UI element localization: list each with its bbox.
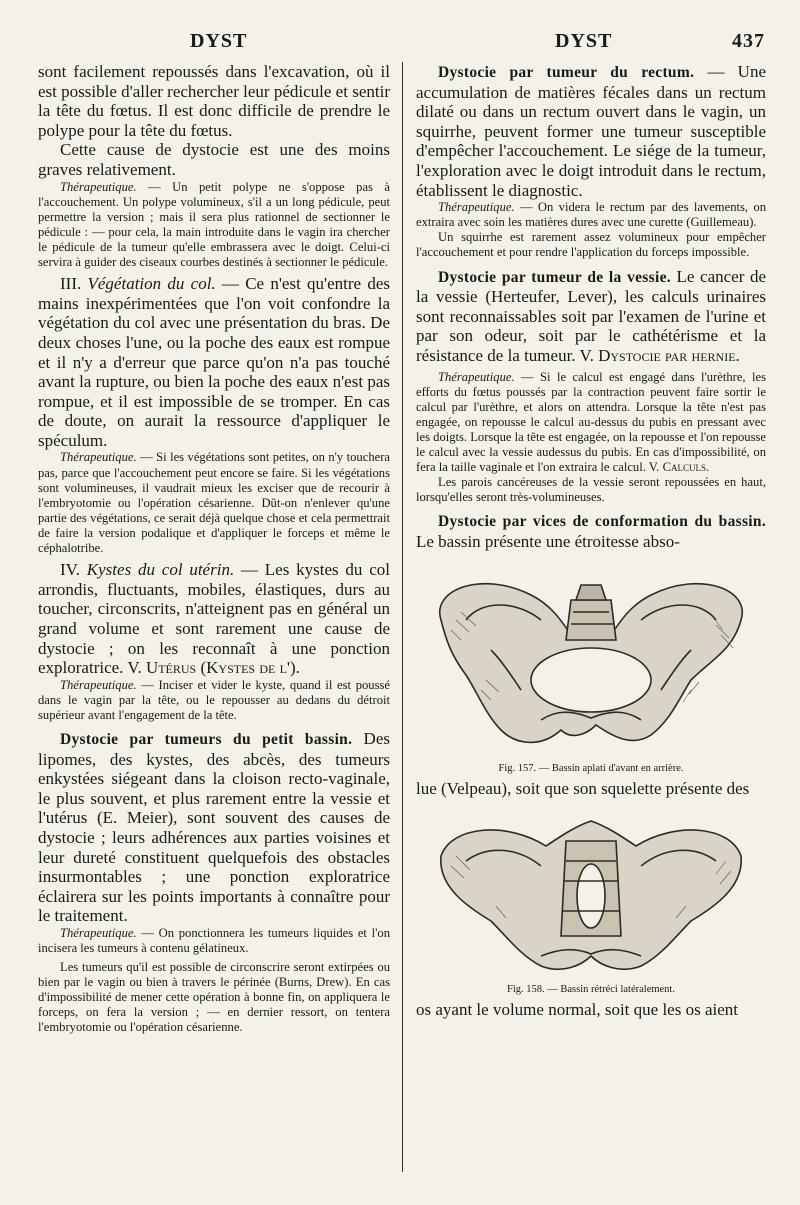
section-number: IV. bbox=[60, 560, 80, 580]
section-kystes bbox=[38, 560, 390, 678]
figure-158-caption: Fig. 158. — Bassin rétréci latéralement. bbox=[507, 984, 675, 996]
therapeutique-text: — On ponctionnera les tumeurs liquides et l'on incisera les tumeurs à contenu gélatineux. bbox=[38, 925, 390, 955]
therapeutique-tumeurs bbox=[38, 926, 390, 956]
therapeutique-text: — Si le calcul est engagé dans l'urèthre, les efforts du fœtus poussés par la contraction peuvent faire sortir le calcul par l'urèthre, et alors on attendra. Lorsque la tête n'est pas engagée, on repousse le calcul au-dessus du pubis en pressant avec les doigts. Lorsque la tête est engagée, on la repousse et l'on repousse le calcul avec la vessie audessus du pubis. En cas d'impossibilité, on fera la taille vaginale et l'on extraira le calcul. V. bbox=[416, 369, 766, 475]
column-divider bbox=[402, 62, 403, 1172]
therapeutique-label: Thérapeutique. bbox=[438, 369, 515, 384]
therapeutique-label: Thérapeutique. bbox=[438, 200, 515, 215]
cross-reference: Dystocie par hernie. bbox=[598, 345, 740, 365]
therapeutique-text: — Inciser et vider le kyste, quand il est poussé dans le vagin par la tête, ou le repousser au dedans du détroit supérieur avant l'engagement de la tête. bbox=[38, 677, 390, 722]
paragraph-parois: Les parois cancéreuses de la vessie seront repoussées en haut, lorsqu'elles seront très-volumineuses. bbox=[416, 475, 766, 505]
paragraph-gravity: Cette cause de dystocie est une des moins graves relativement. bbox=[38, 140, 390, 179]
left-column bbox=[38, 62, 390, 1036]
section-vegetation bbox=[38, 274, 390, 450]
paragraph-squirrhe: Un squirrhe est rarement assez volumineux pour empêcher l'accouchement et pour rendre l'application du forceps impossible. bbox=[416, 230, 766, 260]
article-vices-bassin bbox=[416, 511, 766, 551]
right-column bbox=[416, 62, 766, 1020]
article-tumeur-rectum bbox=[416, 62, 766, 200]
pelvis-flattened-illustration bbox=[421, 560, 761, 760]
therapeutique-label: Thérapeutique. bbox=[60, 450, 137, 465]
paragraph-extirpation: Les tumeurs qu'il est possible de circonscrire seront extirpées ou bien par le vagin ou bien à travers le périnée (Burns, Drew). En cas d'impossibilité de mener cette opération à bonne fin, on appliquera le forceps, on fera la version ; — en dernier ressort, on tentera l'embryotomie ou l'opération césarienne. bbox=[38, 960, 390, 1035]
therapeutique-text: — Si les végétations sont petites, on n'y touchera pas, parce que l'accouchement peut encore se faire. Si les végétations sont volumineuses, il vaudrait mieux les exciser que de recourir à l'embryotomie ou l'opération césarienne. Dût-on n'enlever qu'une partie des végétations, ce serait déjà quelque chose et cela permettrait de faire la version podalique et d'appliquer le forceps et même le céphalotribe. bbox=[38, 450, 390, 556]
paragraph-velpeau: lue (Velpeau), soit que son squelette présente des bbox=[416, 778, 750, 798]
article-text: Des lipomes, des kystes, des abcès, des tumeurs enkystées siégeant dans la cloison recto-vaginale, le plus souvent, et plus rarement entre la vessie et l'utérus (E. Meier), sont souvent des causes de dystocie ; leurs adhérences aux parties voisines et leur dureté constituent quelquefois des obstacles insurmontables ; une ponction exploratrice éclairera sur les points importants à connaître pour le traitement. bbox=[38, 728, 390, 926]
therapeutique-rectum bbox=[416, 200, 766, 230]
therapeutique-polype bbox=[38, 180, 390, 271]
article-heading: Dystocie par tumeur de la vessie. bbox=[438, 268, 671, 286]
pelvis-narrowed-illustration bbox=[426, 806, 756, 981]
section-title: Kystes du col utérin. bbox=[86, 560, 235, 580]
running-header bbox=[0, 30, 800, 56]
cross-reference: Utérus (Kystes de l'). bbox=[145, 658, 300, 678]
article-text: Le cancer de la vessie (Herteufer, Lever), les calculs urinaires sont reconnaissables soit par l'examen de l'urine et par son odeur, soit par le cathétérisme et la résistance de la tumeur. V. bbox=[416, 266, 766, 365]
article-tumeur-vessie bbox=[416, 267, 766, 366]
article-heading: Dystocie par tumeur du rectum. bbox=[438, 64, 695, 81]
therapeutique-label: Thérapeutique. bbox=[60, 925, 137, 940]
section-number: III. bbox=[60, 274, 82, 294]
therapeutique-kystes bbox=[38, 678, 390, 723]
article-tumeurs-petit-bassin bbox=[38, 729, 390, 926]
article-text: — Une accumulation de matières fécales dans un rectum dilaté ou dans un rectum ouvert dans le vagin, un squirrhe, peuvent former une tumeur susceptible d'empêcher l'accouchement. Le siége de la tumeur, l'exploration avec le doigt introduit dans le rectum, établissent le diagnostic. bbox=[416, 62, 766, 200]
paragraph-os-volume: os ayant le volume normal, soit que les os aient bbox=[416, 1000, 738, 1020]
therapeutique-text: — Un petit polype ne s'oppose pas à l'accouchement. Un polype volumineux, s'il a un long pédicule, peut permettre la version ; mais il sera plus rationnel de sectionner le pédicule : — pour cela, la main introduite dans le vagin ira chercher le pédicule de la tumeur qu'elle embrassera avec le doigt. Celui-ci servira à guider des ciseaux courbes destinés à sectionner le pédicule. bbox=[38, 179, 390, 270]
header-left-title: DYST bbox=[190, 30, 248, 52]
section-text: — Les kystes du col arrondis, fluctuants, mobiles, élastiques, durs au toucher, circonscrits, n'atteignent pas en général un grand volume et sont rarement une cause de dystocie ; on les reconnaît à une ponction exploratrice. V. bbox=[38, 560, 390, 678]
therapeutique-text: — On videra le rectum par des lavements, on extraira avec soin les matières dures avec une curette (Guillemeau). bbox=[416, 200, 766, 230]
article-heading: Dystocie par tumeurs du petit bassin. bbox=[60, 730, 353, 748]
section-title: Végétation du col. bbox=[87, 274, 216, 294]
section-text: — Ce n'est qu'entre des mains inexpérimentées que l'on voit confondre la végétation du col avec une présentation du bras. De deux choses l'une, ou la poche des eaux est rompue et il n'y a d'erreur que parce qu'on n'a pas touché avant la rupture, ou bien la poche des eaux n'est pas rompue, et il est impossible de se tromper. En cas de doute, on aurait la ressource d'appliquer le spéculum. bbox=[38, 274, 391, 450]
figure-157-caption: Fig. 157. — Bassin aplati d'avant en arrière. bbox=[498, 762, 684, 774]
page-number: 437 bbox=[732, 30, 765, 52]
article-text: Le bassin présente une étroitesse abso- bbox=[416, 531, 680, 551]
paragraph-continuation: sont facilement repoussés dans l'excavation, où il est possible d'aller rechercher leur pédicule et sentir la tête du fœtus. Il est donc difficile de prendre le polype pour la tête du fœtus. bbox=[38, 62, 390, 140]
therapeutique-label: Thérapeutique. bbox=[60, 179, 137, 194]
cross-reference: Calculs. bbox=[662, 460, 710, 475]
article-heading: Dystocie par vices de conformation du bassin. bbox=[438, 513, 766, 531]
header-right-title: DYST bbox=[555, 30, 613, 52]
therapeutique-label: Thérapeutique. bbox=[60, 677, 137, 692]
therapeutique-vegetation bbox=[38, 450, 390, 556]
therapeutique-vessie bbox=[416, 370, 766, 476]
